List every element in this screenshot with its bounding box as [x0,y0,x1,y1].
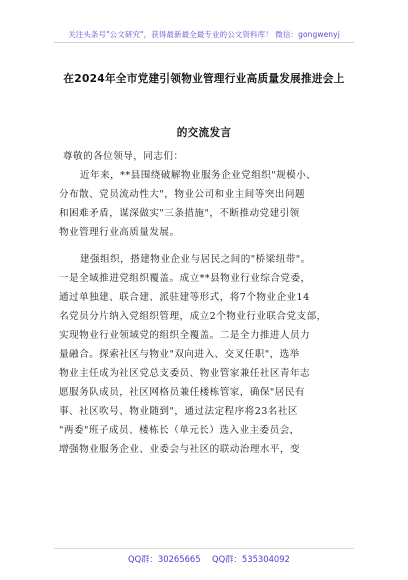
paragraph-line: 愿服务队成员，社区网格员兼任楼栋管家，确保"居民有 [59,387,305,398]
paragraph-line: 物业主任成为社区党总支委员、物业管家兼任社区青年志 [59,368,311,379]
paragraph-line: "两委"班子成员、楼栋长（单元长）选入业主委员会， [59,425,300,436]
paragraph-line: 近年来，**县围绕破解物业服务企业党组织"规模小、 [80,170,317,181]
paragraph-line: 名党员分片纳入党组织管理，成立2个物业行业联合党支部， [59,311,327,322]
paragraph-line: 事、社区吹号、物业随到"，通过法定程序将23名社区 [59,406,298,417]
footer-qq-right: QQ群：535304092 [212,554,290,564]
footer-qq-left: QQ群：30265665 [128,554,201,564]
paragraph-line: 量融合。探索社区与物业"双向进入、交叉任职"，选举 [59,349,300,360]
paragraph-line: 和困难矛盾，谋深做实"三条措施"，不断推动党建引领 [59,208,300,219]
footer-divider [54,548,354,549]
paragraph-line: 增强物业服务企业、业委会与社区的联动治理水平，变 [59,444,301,455]
paragraph-line: 分布散、党员流动性大"，物业公司和业主间等突出问题 [59,189,305,200]
paragraph-line: 通过单独建、联合建、派驻建等形式，将7个物业企业14 [59,292,310,303]
header-banner: 关注头条号"公文研究"，获得最新最全最专业的公文资料库！ 微信：gongwenyj [68,30,340,39]
salutation: 尊敬的各位领导，同志们： [63,151,184,162]
paragraph-line: 建强组织，搭建物业企业与居民之间的"桥梁纽带"。 [80,254,311,265]
paragraph-line: 物业管理行业高质量发展。 [59,227,180,238]
document-title-line-1: 在2024年全市党建引领物业管理行业高质量发展推进会上 [63,73,345,85]
paragraph-line: 一是全域推进党组织覆盖。成立**县物业行业综合党委， [59,273,311,284]
header-divider [54,42,354,43]
paragraph-line: 实现物业行业领域党的组织全覆盖。二是全力推进人员力 [59,330,311,341]
document-title-line-2: 的交流发言 [176,127,232,139]
